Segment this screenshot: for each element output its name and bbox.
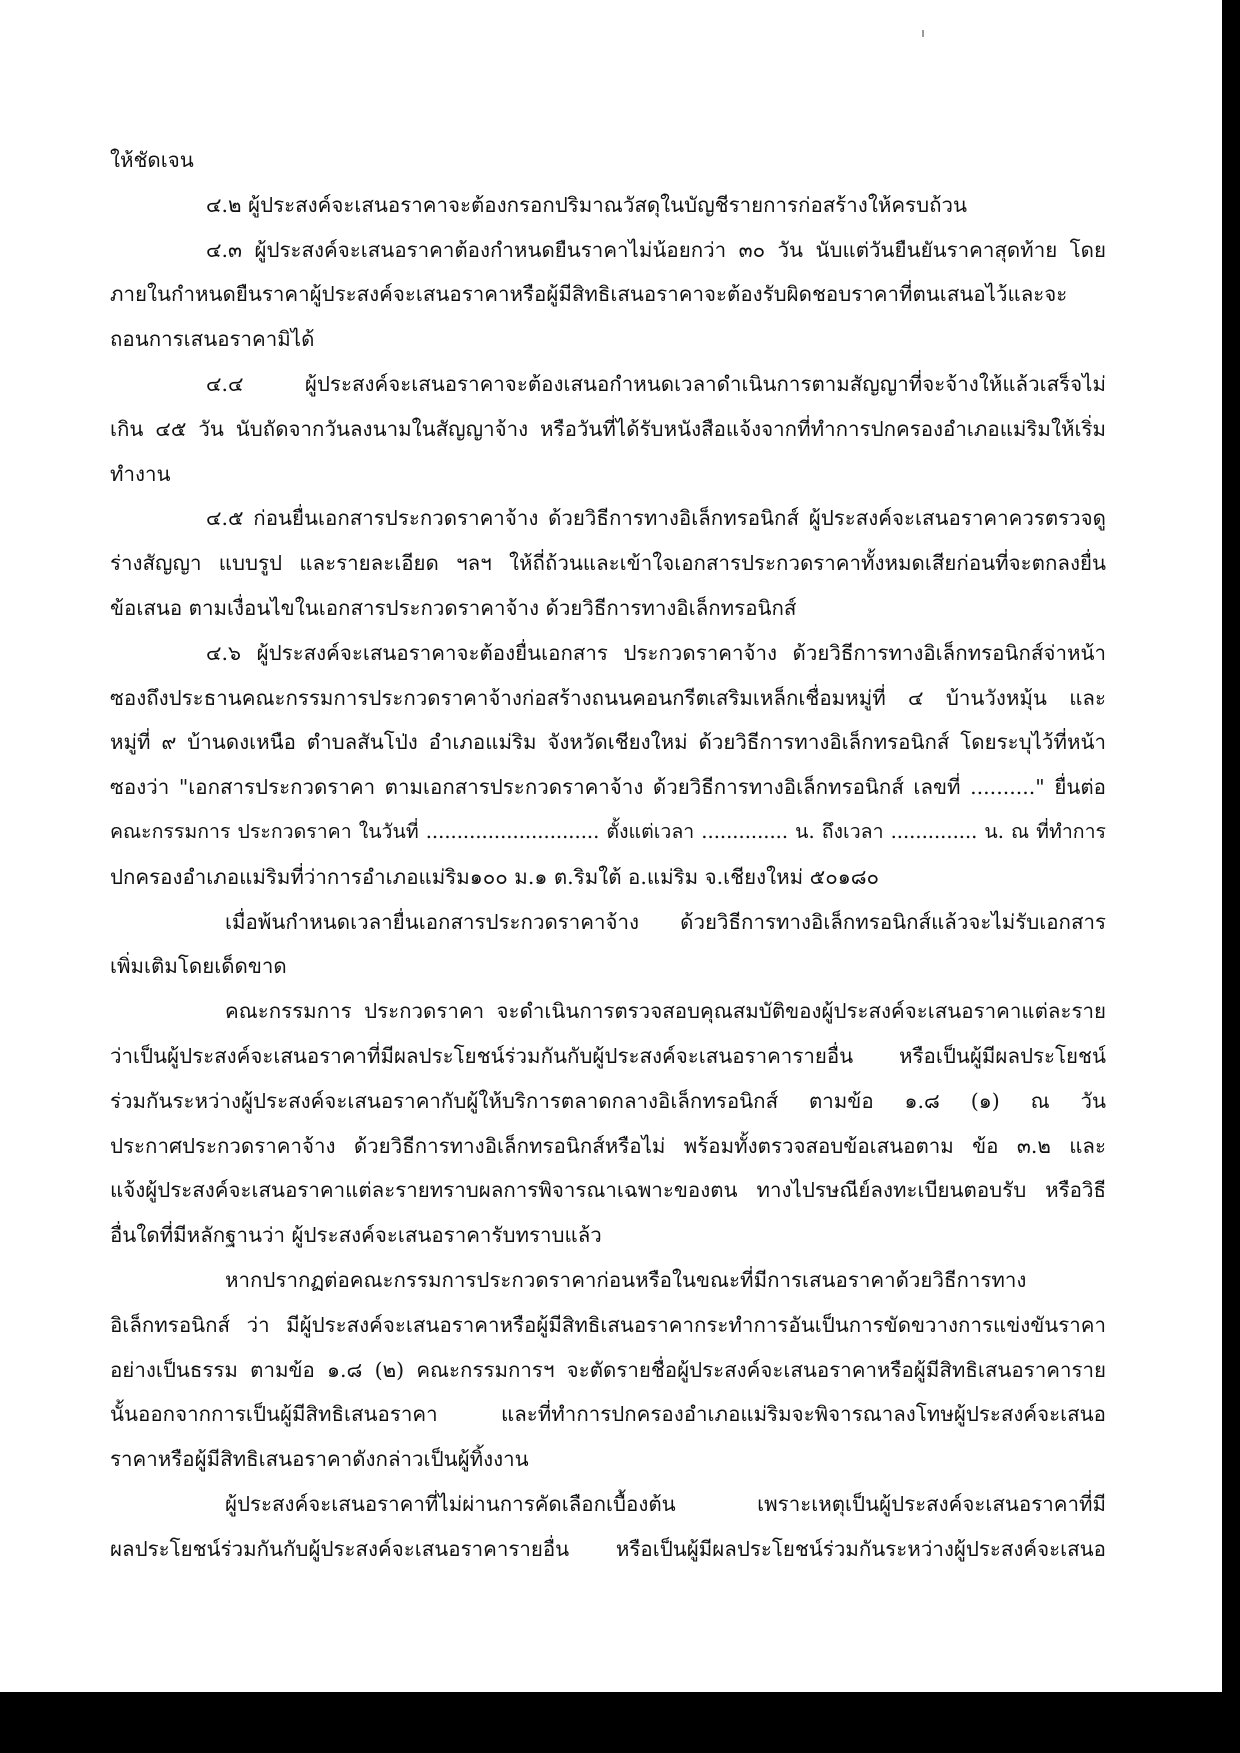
text-line: เพิ่มเติมโดยเด็ดขาด xyxy=(110,954,287,979)
clause-4-3-line: ๔.๓ ผู้ประสงค์จะเสนอราคาต้องกำหนดยืนราคาไม่น้อยกว่า ๓๐ วัน นับแต่วันยืนยันราคาสุดท้าย โดย xyxy=(206,237,1106,262)
text-line: ทำงาน xyxy=(110,461,171,486)
text-line: ผลประโยชน์ร่วมกันกับผู้ประสงค์จะเสนอราคารายอื่น หรือเป็นผู้มีผลประโยชน์ร่วมกันระหว่างผู้ประสงค์จะเสนอ xyxy=(110,1536,1106,1561)
paragraph-start-line: ผู้ประสงค์จะเสนอราคาที่ไม่ผ่านการคัดเลือกเบื้องต้น เพราะเหตุเป็นผู้ประสงค์จะเสนอราคาที่มี xyxy=(225,1491,1106,1516)
text-line: ราคาหรือผู้มีสิทธิเสนอราคาดังกล่าวเป็นผู้ทิ้งงาน xyxy=(110,1447,529,1472)
text-line: อื่นใดที่มีหลักฐานว่า ผู้ประสงค์จะเสนอราคารับทราบแล้ว xyxy=(110,1223,602,1248)
text-line: แจ้งผู้ประสงค์จะเสนอราคาแต่ละรายทราบผลการพิจารณาเฉพาะของตน ทางไปรษณีย์ลงทะเบียนตอบรับ หรือวิธี xyxy=(110,1178,1106,1203)
text-line: ซองถึงประธานคณะกรรมการประกวดราคาจ้างก่อสร้างถนนคอนกรีตเสริมเหล็กเชื่อมหมู่ที่ ๔ บ้านวังหมุ้น และ xyxy=(110,685,1106,710)
text-line: ร่างสัญญา แบบรูป และรายละเอียด ฯลฯ ให้ถี่ถ้วนและเข้าใจเอกสารประกวดราคาทั้งหมดเสียก่อนที่จะตกลงยื่น xyxy=(110,551,1106,576)
text-line: นั้นออกจากการเป็นผู้มีสิทธิเสนอราคา และที่ทำการปกครองอำเภอแม่ริมจะพิจารณาลงโทษผู้ประสงค์จะเสนอ xyxy=(110,1402,1106,1427)
text-line: ภายในกำหนดยืนราคาผู้ประสงค์จะเสนอราคาหรือผู้มีสิทธิเสนอราคาจะต้องรับผิดชอบราคาที่ตนเสนอไว้และจะ xyxy=(110,282,1068,307)
text-line: ว่าเป็นผู้ประสงค์จะเสนอราคาที่มีผลประโยชน์ร่วมกันกับผู้ประสงค์จะเสนอราคารายอื่น หรือเป็นผู้มีผลประโยชน์ xyxy=(110,1043,1106,1068)
text-line: ปกครองอำเภอแม่ริมที่ว่าการอำเภอแม่ริม๑๐๐ ม.๑ ต.ริมใต้ อ.แม่ริม จ.เชียงใหม่ ๕๐๑๘๐ xyxy=(110,864,880,889)
document-body xyxy=(110,138,1106,1572)
text-line: ร่วมกันระหว่างผู้ประสงค์จะเสนอราคากับผู้ให้บริการตลาดกลางอิเล็กทรอนิกส์ ตามข้อ ๑.๘ (๑) ณ วัน xyxy=(110,1088,1106,1113)
text-line: ถอนการเสนอราคามิได้ xyxy=(110,327,315,352)
clause-4-5-line: ๔.๕ ก่อนยื่นเอกสารประกวดราคาจ้าง ด้วยวิธีการทางอิเล็กทรอนิกส์ ผู้ประสงค์จะเสนอราคาควรตรวจดู xyxy=(206,506,1106,531)
text-line: ซองว่า "เอกสารประกวดราคา ตามเอกสารประกวดราคาจ้าง ด้วยวิธีการทางอิเล็กทรอนิกส์ เลขที่ .........." ยื่นต่อ xyxy=(110,775,1106,800)
text-line: อิเล็กทรอนิกส์ ว่า มีผู้ประสงค์จะเสนอราคาหรือผู้มีสิทธิเสนอราคากระทำการอันเป็นการขัดขวางการแข่งขันราคา xyxy=(110,1312,1106,1337)
text-line: คณะกรรมการ ประกวดราคา ในวันที่ ............................ ตั้งแต่เวลา .............. น. ถึงเวลา .............. น. ณ ที่ทำการ xyxy=(110,819,1106,843)
text-line: อย่างเป็นธรรม ตามข้อ ๑.๘ (๒) คณะกรรมการฯ จะตัดรายชื่อผู้ประสงค์จะเสนอราคาหรือผู้มีสิทธิเสนอราคาราย xyxy=(110,1357,1106,1382)
clause-4-4-line: ๔.๔ ผู้ประสงค์จะเสนอราคาจะต้องเสนอกำหนดเวลาดำเนินการตามสัญญาที่จะจ้างให้แล้วเสร็จไม่ xyxy=(206,371,1106,396)
text-line: หมู่ที่ ๙ บ้านดงเหนือ ตำบลสันโป่ง อำเภอแม่ริม จังหวัดเชียงใหม่ ด้วยวิธีการทางอิเล็กทรอนิกส์ โดยระบุไว้ที่หน้า xyxy=(110,730,1106,755)
scan-speck xyxy=(922,30,924,37)
text-line: ประกาศประกวดราคาจ้าง ด้วยวิธีการทางอิเล็กทรอนิกส์หรือไม่ พร้อมทั้งตรวจสอบข้อเสนอตาม ข้อ ๓.๒ และ xyxy=(110,1133,1106,1158)
clause-4-6-line: ๔.๖ ผู้ประสงค์จะเสนอราคาจะต้องยื่นเอกสาร ประกวดราคาจ้าง ด้วยวิธีการทางอิเล็กทรอนิกส์จ่าหน้า xyxy=(206,640,1106,665)
paragraph-start-line: หากปรากฏต่อคณะกรรมการประกวดราคาก่อนหรือในขณะที่มีการเสนอราคาด้วยวิธีการทาง xyxy=(225,1267,1027,1292)
clause-4-2-line: ๔.๒ ผู้ประสงค์จะเสนอราคาจะต้องกรอกปริมาณวัสดุในบัญชีรายการก่อสร้างให้ครบถ้วน xyxy=(206,192,968,217)
text-line: ข้อเสนอ ตามเงื่อนไขในเอกสารประกวดราคาจ้าง ด้วยวิธีการทางอิเล็กทรอนิกส์ xyxy=(110,595,797,620)
text-line: ให้ชัดเจน xyxy=(110,148,194,172)
paragraph-start-line: เมื่อพ้นกำหนดเวลายื่นเอกสารประกวดราคาจ้าง ด้วยวิธีการทางอิเล็กทรอนิกส์แล้วจะไม่รับเอกสาร xyxy=(225,909,1106,934)
text-line: เกิน ๔๕ วัน นับถัดจากวันลงนามในสัญญาจ้าง หรือวันที่ได้รับหนังสือแจ้งจากที่ทำการปกครองอำเภอแม่ริมให้เริ่ม xyxy=(110,416,1106,441)
paragraph-start-line: คณะกรรมการ ประกวดราคา จะดำเนินการตรวจสอบคุณสมบัติของผู้ประสงค์จะเสนอราคาแต่ละราย xyxy=(225,999,1106,1024)
